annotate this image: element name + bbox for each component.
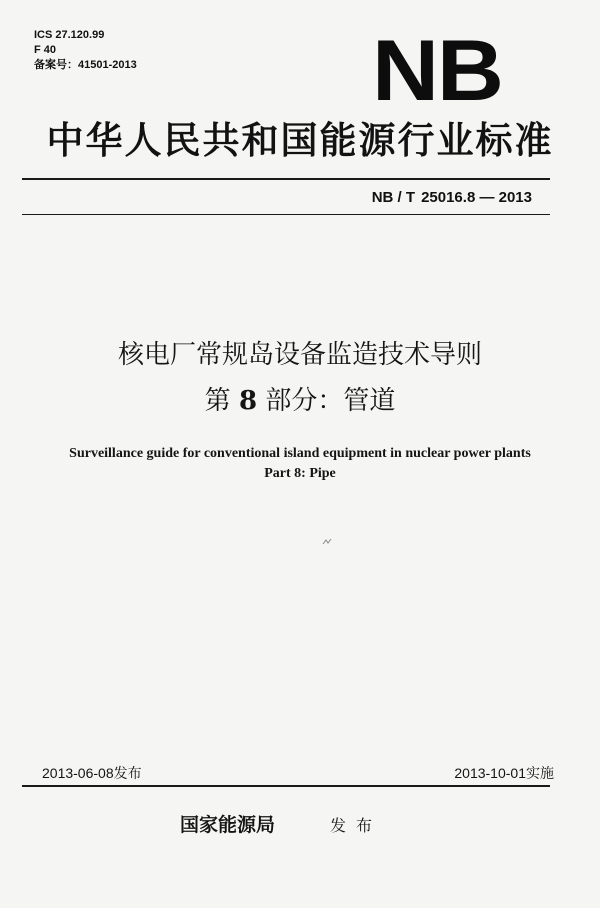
english-title-line2: Part 8: Pipe	[264, 466, 336, 481]
chinese-title-line2	[0, 388, 600, 414]
standard-number-prefix: NB / T	[371, 189, 416, 206]
issue-date: 2013-06-08发布	[42, 765, 142, 781]
ics-code: ICS 27.120.99	[34, 29, 105, 41]
standard-category-title: 中华人民共和国能源行业标准	[46, 118, 554, 162]
english-title-line1: Surveillance guide for conventional island equipment in nuclear power plants	[69, 446, 531, 461]
standard-number	[372, 190, 532, 205]
bottom-rule	[22, 785, 550, 787]
issue-label: 发布	[330, 816, 383, 835]
standard-number-value: 25016.8 — 2013	[421, 189, 532, 206]
chinese-title-line1: 核电厂常规岛设备监造技术导则	[117, 340, 482, 370]
part-number: 8	[238, 386, 258, 416]
nb-logo: NB	[372, 23, 502, 119]
class-code: F 40	[34, 44, 57, 56]
part-prefix: 第	[204, 386, 231, 416]
classification-block	[34, 28, 137, 73]
implementation-date: 2013-10-01实施	[454, 765, 554, 781]
top-rule	[22, 178, 550, 180]
scan-speck-mark	[322, 538, 332, 546]
record-number: 备案号：41501-2013	[34, 59, 137, 71]
english-title	[0, 444, 600, 484]
issuing-authority: 国家能源局	[180, 814, 276, 836]
part-name: 部分：管道	[265, 386, 396, 416]
number-rule	[22, 214, 550, 215]
